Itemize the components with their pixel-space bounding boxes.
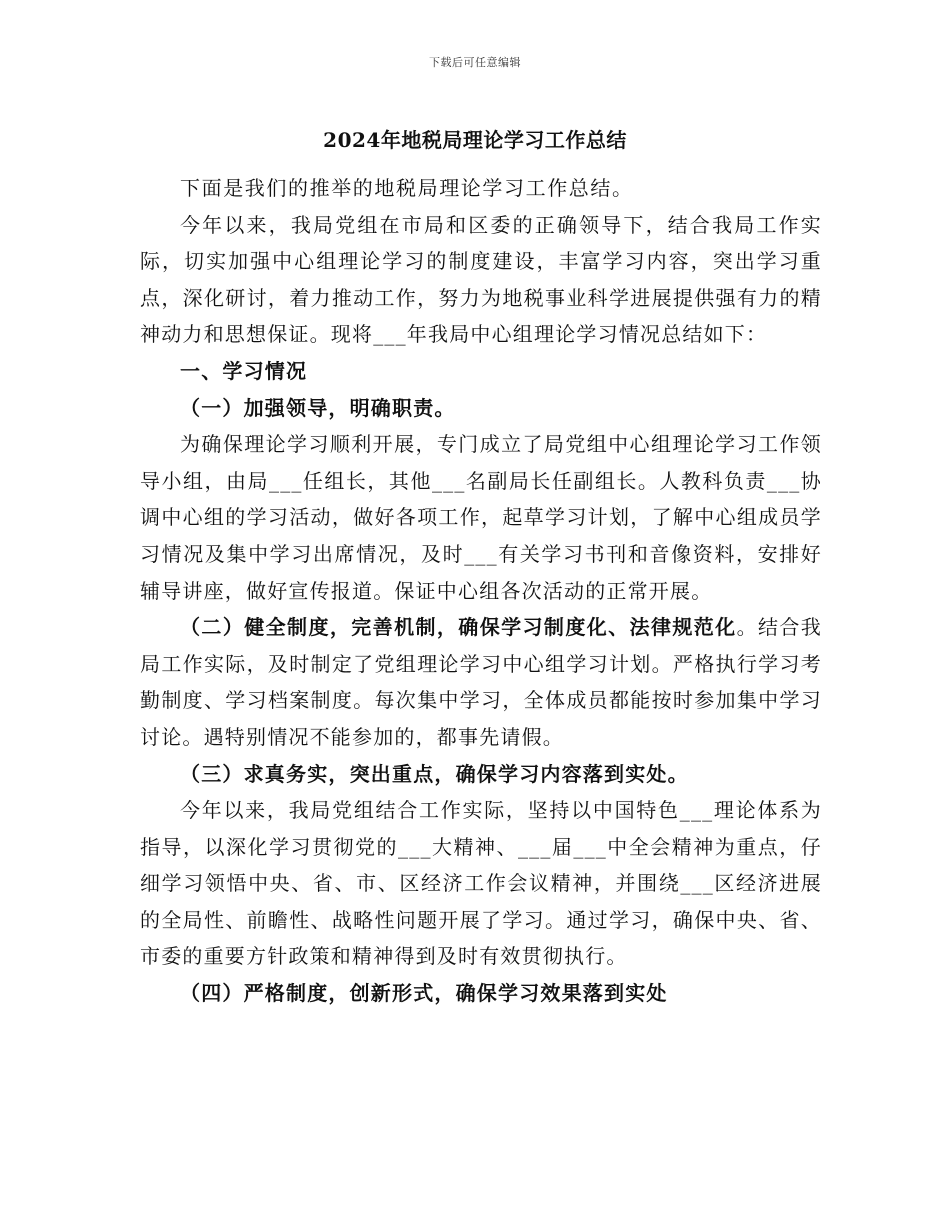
subheading-leadership: （一）加强领导，明确职责。 [180, 395, 456, 420]
system-paragraph [140, 609, 822, 755]
section-heading-study: 一、学习情况 [180, 358, 308, 383]
document-body [140, 170, 822, 1012]
system-paragraph-text: 。结合我局工作实际，及时制定了党组理论学习中心组学习计划。严格执行学习考勤制度、学习档案制度。每次集中学习，全体成员都能按时参加集中学习讨论。遇特别情况不能参加的，都事先请假。 [140, 615, 822, 749]
subheading-innovation: （四）严格制度，创新形式，确保学习效果落到实处 [180, 981, 668, 1006]
document-title: 2024年地税局理论学习工作总结 [323, 128, 627, 152]
pragmatic-paragraph: 今年以来，我局党组结合工作实际，坚持以中国特色___理论体系为指导，以深化学习贯彻党的___大精神、___届___中全会精神为重点，仔细学习领悟中央、省、市、区经济工作会议精神，并围绕___区经济进展的全局性、前瞻性、战略性问题开展了学习。通过学习，确保中央、省、市委的重要方针政策和精神得到及时有效贯彻执行。 [140, 798, 822, 969]
subheading-system: （二）健全制度，完善机制，确保学习制度化、法律规范化 [180, 615, 737, 640]
header-note: 下载后可任意编辑 [429, 56, 521, 69]
leadership-paragraph: 为确保理论学习顺利开展，专门成立了局党组中心组理论学习工作领导小组，由局___任组长，其他___名副局长任副组长。人教科负责___协调中心组的学习活动，做好各项工作，起草学习计划，了解中心组成员学习情况及集中学习出席情况，及时___有关学习书刊和音像资料，安排好辅导讲座，做好宣传报道。保证中心组各次活动的正常开展。 [140, 432, 822, 603]
overview-paragraph: 今年以来，我局党组在市局和区委的正确领导下，结合我局工作实际，切实加强中心组理论学习的制度建设，丰富学习内容，突出学习重点，深化研讨，着力推动工作，努力为地税事业科学进展提供强有力的精神动力和思想保证。现将___年我局中心组理论学习情况总结如下： [140, 212, 822, 347]
intro-paragraph: 下面是我们的推举的地税局理论学习工作总结。 [180, 176, 634, 200]
subheading-pragmatic: （三）求真务实，突出重点，确保学习内容落到实处。 [180, 761, 689, 786]
